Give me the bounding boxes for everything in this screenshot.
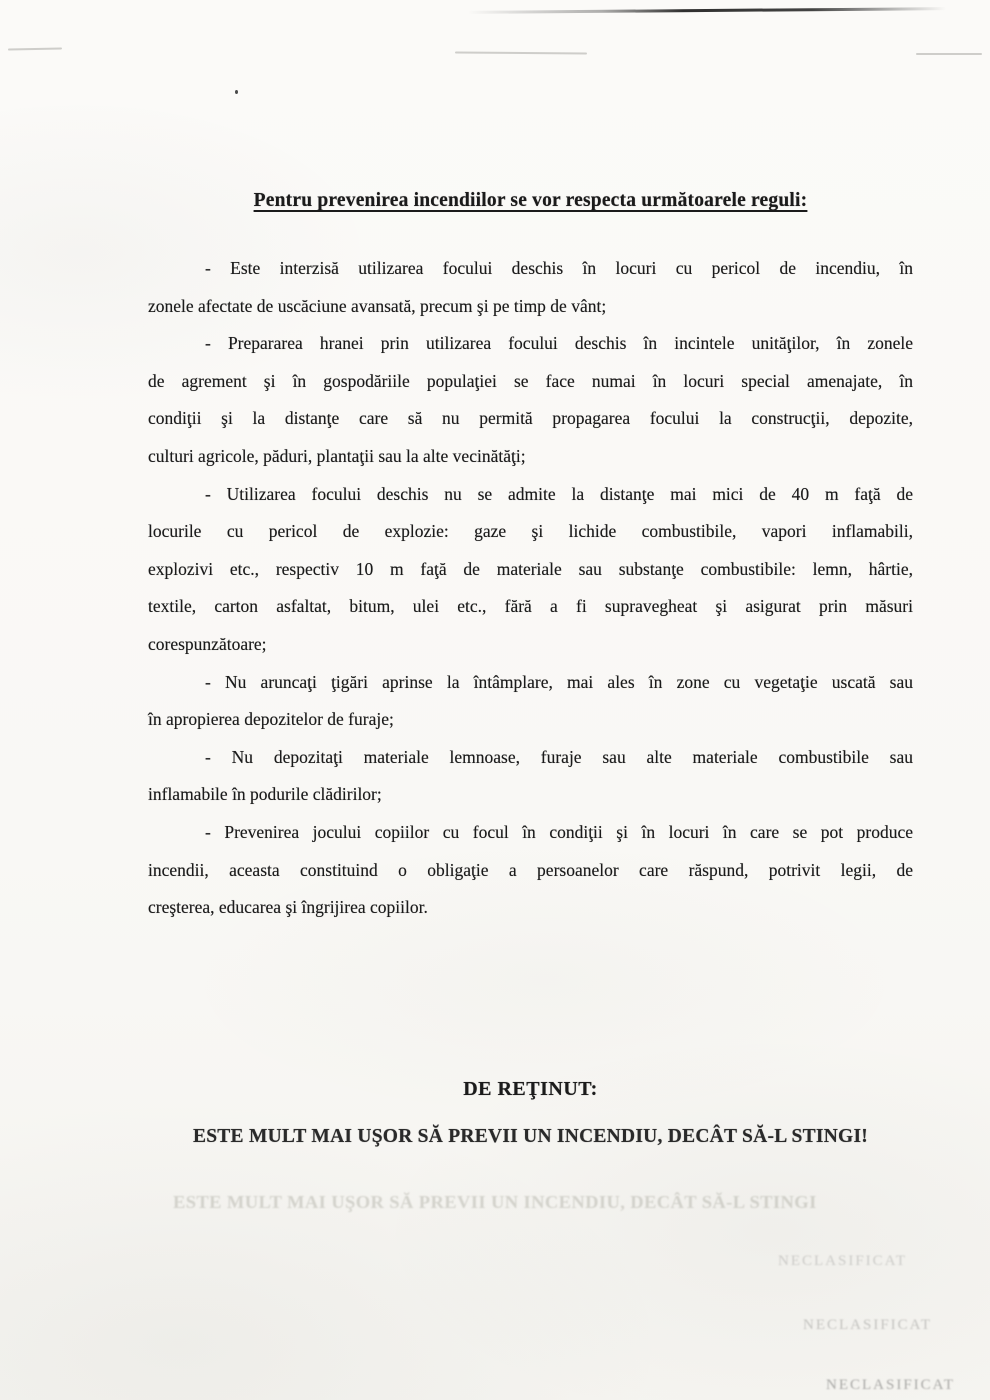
neclasificat-watermark-1: NECLASIFICAT (778, 1253, 908, 1269)
paragraph-1-line-1: - Este interzisă utilizarea focului deschis în locuri cu pericol de incendiu, în (205, 258, 913, 278)
paragraph-3-line-2: locurile cu pericol de explozie: gaze şi lichide combustibile, vapori inflamabili, (148, 521, 913, 542)
neclasificat-watermark-3: NECLASIFICAT (826, 1377, 956, 1393)
bleed-through-slogan: ESTE MULT MAI UŞOR SĂ PREVII UN INCENDIU, DECÂT SĂ-L STINGI (173, 1193, 817, 1213)
paragraph-3-line-5: corespunzătoare; (148, 633, 267, 654)
paragraph-5-line-2: inflamabile în podurile clădirilor; (148, 784, 382, 805)
reminder-title: DE REŢINUT: (463, 1078, 598, 1100)
document-heading-text: Pentru prevenirea incendiilor se vor respecta următoarele reguli: (253, 190, 808, 211)
slogan-text: ESTE MULT MAI UŞOR SĂ PREVII UN INCENDIU, DECÂT SĂ-L STINGI! (192, 1126, 869, 1147)
paragraph-3-line-3: explozivi etc., respectiv 10 m faţă de materiale sau substanţe combustibile: lemn, hârtie, (148, 558, 913, 579)
scan-artifact-top-line (468, 7, 946, 14)
scan-artifact-dash-center (455, 52, 587, 55)
paragraph-4-line-2: în apropierea depozitelor de furaje; (148, 709, 394, 730)
paragraph-6-line-1: - Prevenirea jocului copiilor cu focul în condiţii şi în locuri în care se pot produce (205, 821, 913, 842)
paragraph-4-line-1: - Nu aruncaţi ţigări aprinse la întâmplare, mai ales în zone cu vegetaţie uscată sau (205, 671, 913, 692)
paragraph-6-line-2: incendii, aceasta constituind o obligaţie a persoanelor care răspund, potrivit legii, de (148, 859, 913, 880)
paragraph-2-line-4: culturi agricole, păduri, plantaţii sau la alte vecinătăţi; (148, 445, 526, 466)
paragraph-3-line-4: textile, carton asfaltat, bitum, ulei etc., fără a fi supravegheat şi asigurat prin măsuri (148, 596, 913, 617)
paragraph-3-line-1: - Utilizarea focului deschis nu se admite la distanţe mai mici de 40 m faţă de (205, 483, 913, 504)
paragraph-6-line-3: creşterea, educarea şi îngrijirea copiilor. (148, 897, 428, 918)
paragraph-5-line-1: - Nu depozitaţi materiale lemnoase, furaje sau alte materiale combustibile sau (205, 746, 913, 767)
neclasificat-watermark-2: NECLASIFICAT (803, 1317, 933, 1333)
paragraph-2-line-1: - Prepararea hranei prin utilizarea focului deschis în incintele unităţilor, în zonele (205, 333, 913, 354)
paragraph-1-line-2: zonele afectate de uscăciune avansată, precum şi pe timp de vânt; (148, 295, 607, 316)
scan-artifact-dash-left (8, 47, 62, 50)
document-body (148, 250, 913, 927)
scan-artifact-dash-right (916, 53, 982, 55)
document-heading (148, 190, 913, 212)
paragraph-2-line-2: de agrement şi în gospodăriile populaţiei se face numai în locuri special amenajate, în (148, 370, 913, 391)
scan-artifact-speck (235, 90, 238, 94)
paragraph-2-line-3: condiţii şi la distanţe care să nu permită propagarea focului la construcţii, depozite, (148, 408, 913, 429)
